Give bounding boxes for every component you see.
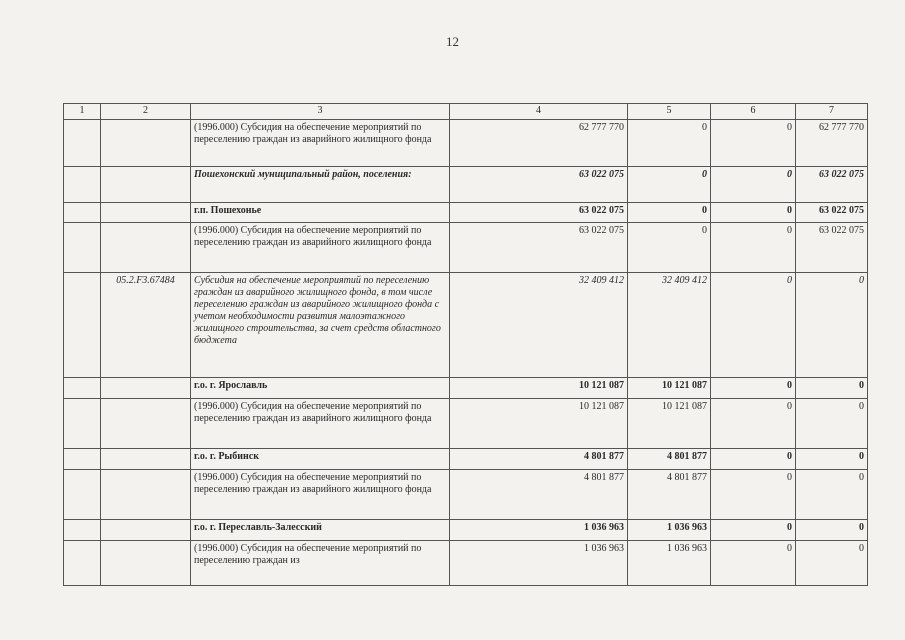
row-col-1-cell [64,399,101,449]
budget-code-cell [101,167,191,203]
amount-col-4-cell: 1 036 963 [450,541,628,586]
column-header-4: 4 [450,104,628,120]
amount-col-4-cell: 32 409 412 [450,273,628,378]
amount-col-7-cell: 0 [796,470,868,520]
amount-col-7-cell: 63 022 075 [796,167,868,203]
table-row [64,399,868,449]
row-col-1-cell [64,541,101,586]
description-cell: г.о. г. Ярославль [191,378,450,399]
row-col-1-cell [64,120,101,167]
row-col-1-cell [64,223,101,273]
amount-col-7-cell: 63 022 075 [796,203,868,223]
amount-col-4-cell: 62 777 770 [450,120,628,167]
table-row [64,120,868,167]
description-cell: (1996.000) Субсидия на обеспечение мероприятий по переселению граждан из аварийного жилищного фонда [191,120,450,167]
amount-col-7-cell: 0 [796,399,868,449]
amount-col-5-cell: 10 121 087 [628,378,711,399]
table-row [64,223,868,273]
description-cell: (1996.000) Субсидия на обеспечение мероприятий по переселению граждан из [191,541,450,586]
amount-col-4-cell: 1 036 963 [450,520,628,541]
budget-table [63,103,868,586]
description-cell: г.п. Пошехонье [191,203,450,223]
amount-col-4-cell: 10 121 087 [450,399,628,449]
page-number: 12 [446,34,459,49]
amount-col-6-cell: 0 [711,470,796,520]
description-cell: (1996.000) Субсидия на обеспечение мероприятий по переселению граждан из аварийного жилищного фонда [191,223,450,273]
amount-col-5-cell: 32 409 412 [628,273,711,378]
amount-col-6-cell: 0 [711,203,796,223]
row-col-1-cell [64,470,101,520]
table-row [64,449,868,470]
description-cell: Субсидия на обеспечение мероприятий по переселению граждан из аварийного жилищного фонда, в том числе переселению граждан из аварийного жилищного фонда с учетом необходимости развития малоэтажного жилищного строительства, за счет средств областного бюджета [191,273,450,378]
amount-col-7-cell: 0 [796,541,868,586]
amount-col-7-cell: 0 [796,520,868,541]
amount-col-6-cell: 0 [711,167,796,203]
budget-code-cell [101,120,191,167]
budget-code-cell: 05.2.F3.67484 [101,273,191,378]
row-col-1-cell [64,520,101,541]
amount-col-4-cell: 63 022 075 [450,167,628,203]
budget-code-cell [101,378,191,399]
table-row [64,167,868,203]
column-header-6: 6 [711,104,796,120]
amount-col-5-cell: 0 [628,203,711,223]
amount-col-5-cell: 1 036 963 [628,520,711,541]
budget-code-cell [101,520,191,541]
budget-code-cell [101,449,191,470]
amount-col-6-cell: 0 [711,520,796,541]
budget-code-cell [101,399,191,449]
description-cell: (1996.000) Субсидия на обеспечение мероприятий по переселению граждан из аварийного жилищного фонда [191,470,450,520]
column-header-3: 3 [191,104,450,120]
description-cell: г.о. г. Переславль-Залесский [191,520,450,541]
column-header-1: 1 [64,104,101,120]
column-header-5: 5 [628,104,711,120]
table-row [64,470,868,520]
amount-col-6-cell: 0 [711,541,796,586]
budget-code-cell [101,541,191,586]
amount-col-5-cell: 0 [628,167,711,203]
row-col-1-cell [64,167,101,203]
amount-col-6-cell: 0 [711,449,796,470]
row-col-1-cell [64,378,101,399]
amount-col-6-cell: 0 [711,378,796,399]
amount-col-5-cell: 10 121 087 [628,399,711,449]
amount-col-7-cell: 0 [796,273,868,378]
amount-col-6-cell: 0 [711,120,796,167]
column-header-7: 7 [796,104,868,120]
amount-col-7-cell: 0 [796,378,868,399]
description-cell: Пошехонский муниципальный район, поселения: [191,167,450,203]
amount-col-4-cell: 4 801 877 [450,470,628,520]
amount-col-4-cell: 4 801 877 [450,449,628,470]
amount-col-5-cell: 4 801 877 [628,449,711,470]
amount-col-5-cell: 0 [628,223,711,273]
budget-code-cell [101,203,191,223]
budget-code-cell [101,470,191,520]
column-header-2: 2 [101,104,191,120]
amount-col-4-cell: 63 022 075 [450,223,628,273]
row-col-1-cell [64,273,101,378]
amount-col-7-cell: 63 022 075 [796,223,868,273]
description-cell: (1996.000) Субсидия на обеспечение мероприятий по переселению граждан из аварийного жилищного фонда [191,399,450,449]
table-row [64,541,868,586]
amount-col-4-cell: 63 022 075 [450,203,628,223]
amount-col-5-cell: 4 801 877 [628,470,711,520]
table-row [64,203,868,223]
table-header-row [64,104,868,120]
amount-col-5-cell: 1 036 963 [628,541,711,586]
amount-col-6-cell: 0 [711,399,796,449]
description-cell: г.о. г. Рыбинск [191,449,450,470]
amount-col-7-cell: 0 [796,449,868,470]
table-row [64,520,868,541]
table-row [64,378,868,399]
amount-col-6-cell: 0 [711,273,796,378]
row-col-1-cell [64,203,101,223]
amount-col-4-cell: 10 121 087 [450,378,628,399]
table-row [64,273,868,378]
amount-col-6-cell: 0 [711,223,796,273]
budget-code-cell [101,223,191,273]
amount-col-7-cell: 62 777 770 [796,120,868,167]
amount-col-5-cell: 0 [628,120,711,167]
row-col-1-cell [64,449,101,470]
